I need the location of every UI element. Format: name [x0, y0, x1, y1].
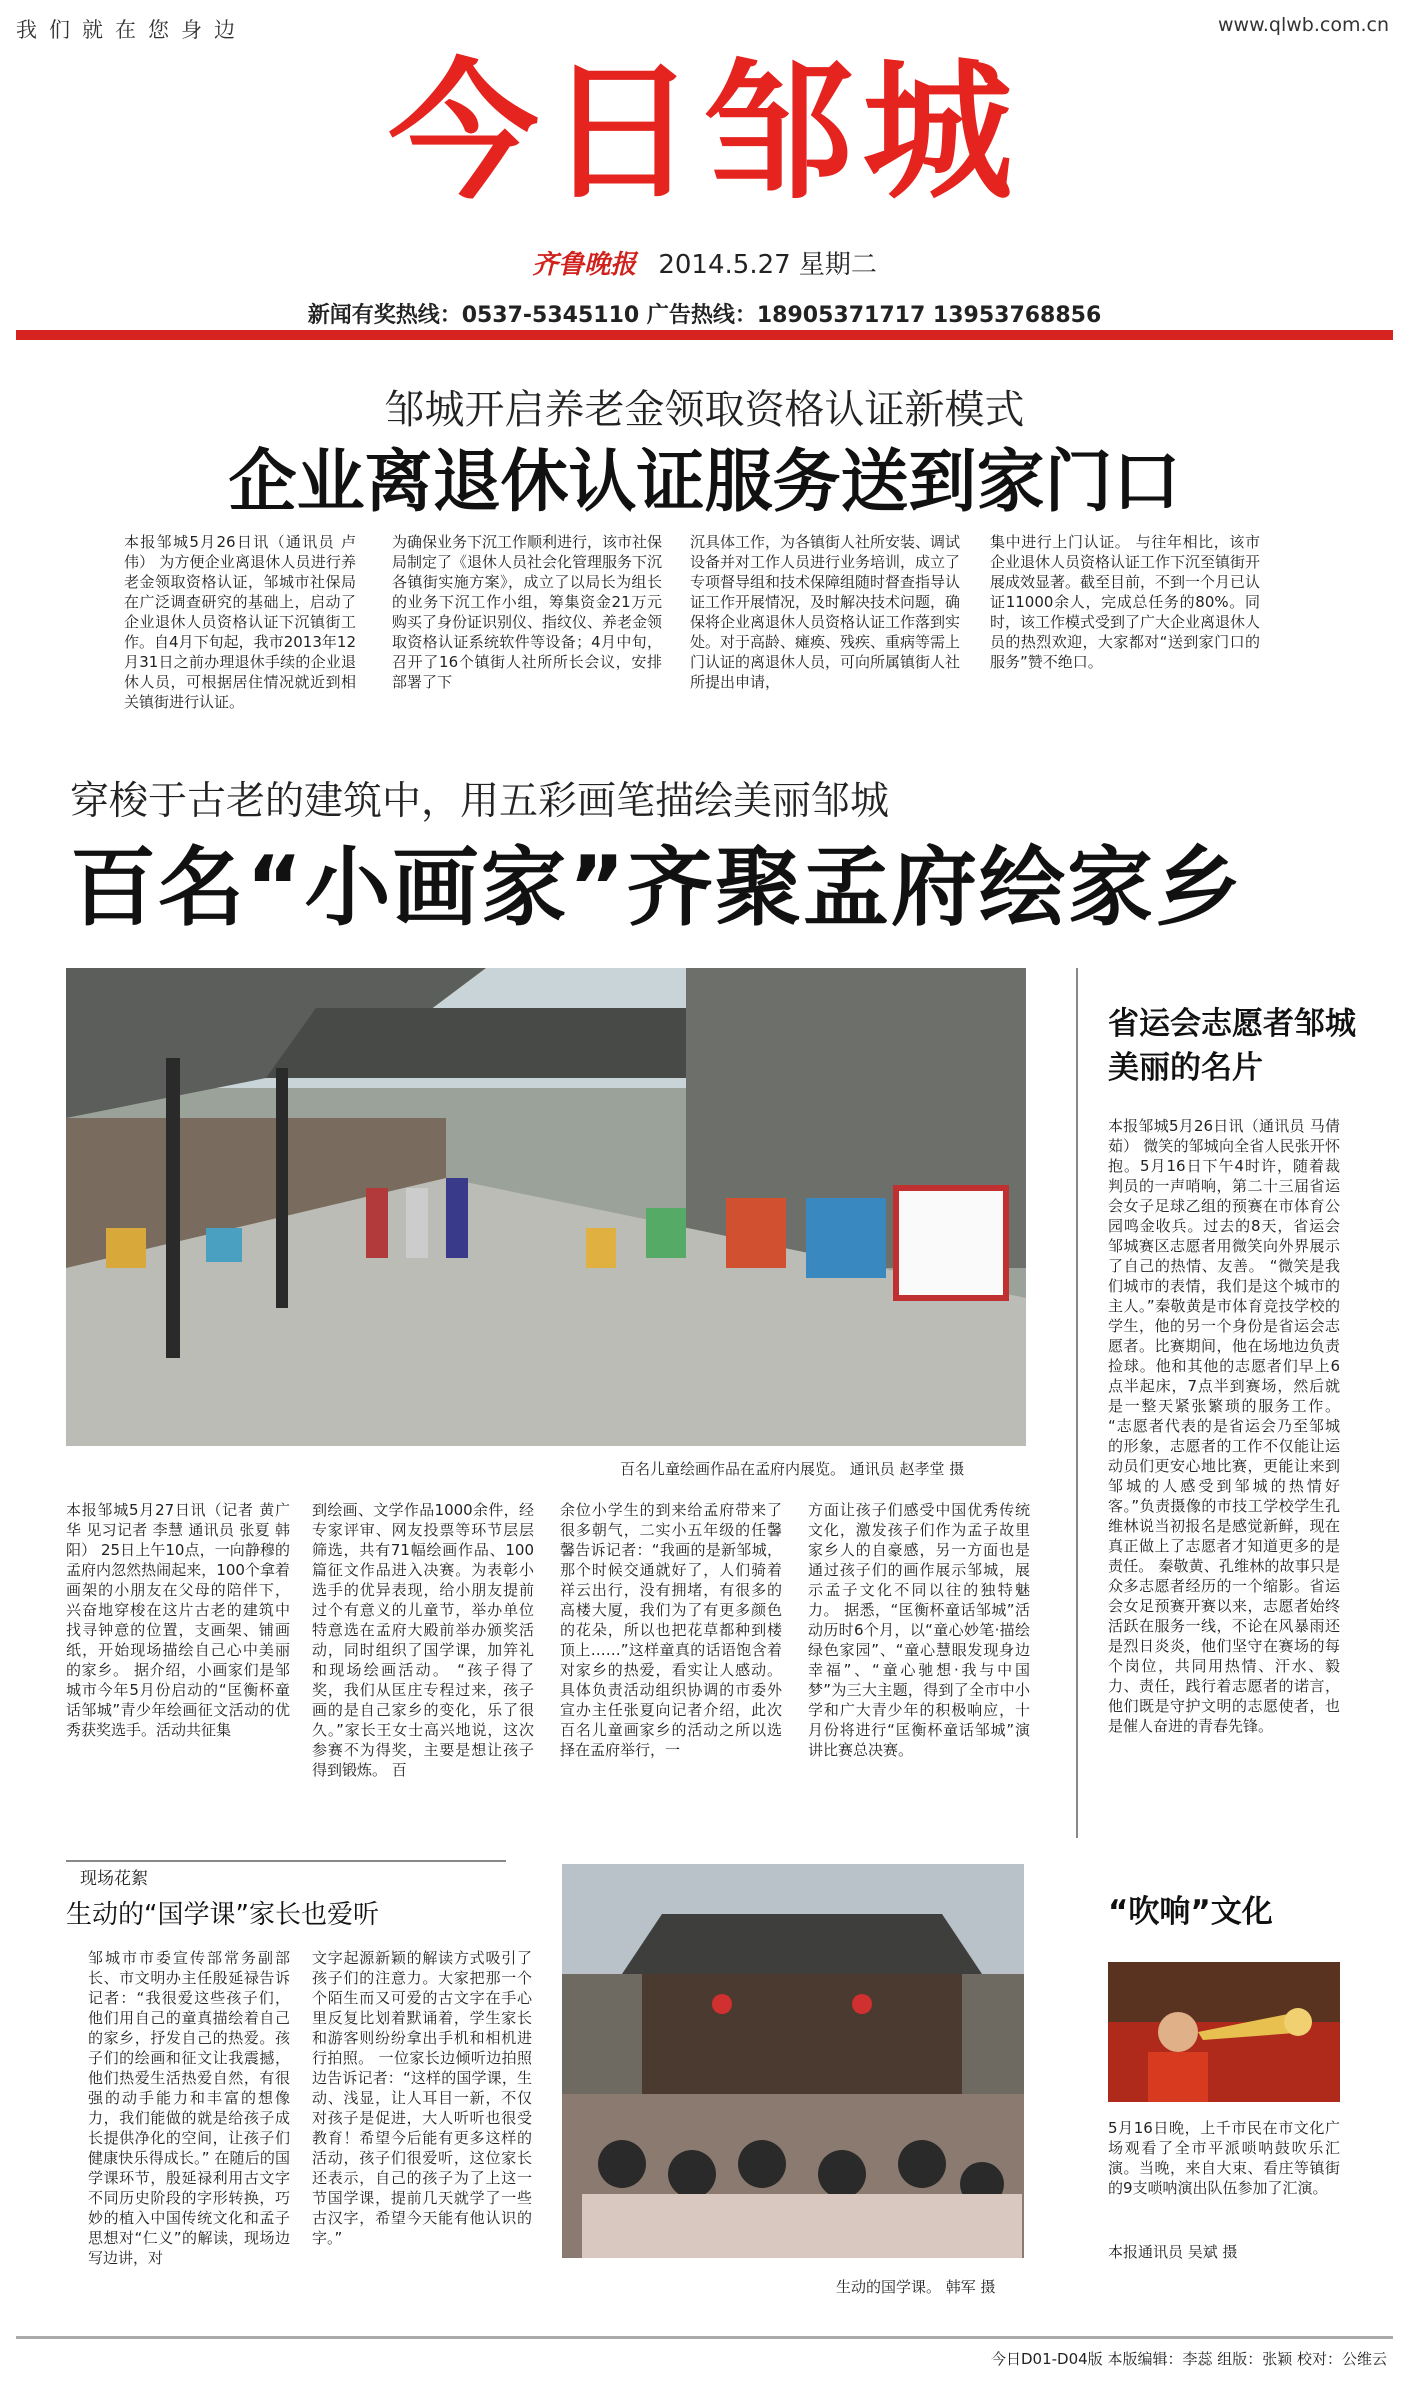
performer-photo-illustration [1108, 1962, 1340, 2102]
box-title: 生动的“国学课”家长也爱听 [66, 1900, 379, 1930]
box-photo-caption: 生动的国学课。 韩军 摄 [836, 2278, 996, 2296]
story1-column-1: 本报邹城5月26日讯（通讯员 卢伟） 为方便企业离退休人员进行养老金领取资格认证，邹城市社保局在广泛调查研究的基础上，启动了企业退休人员资格认证下沉镇街工作。自4月下旬起，我市2013年12月31日之前办理退休手续的企业退休人员，可根据居住情况就近到相关镇街进行认证。 [124, 533, 356, 711]
box-top-rule [66, 1860, 506, 1862]
story1-column-3: 沉具体工作，为各镇街人社所安装、调试设备并对工作人员进行业务培训，成立了专项督导组和技术保障组随时督查指导认证工作开展情况，及时解决技术问题，确保将企业离退休人员资格认证工作落到实处。对于高龄、瘫痪、残疾、重病等需上门认证的离退休人员，可向所属镇街人社所提出申请， [690, 533, 961, 691]
sidebar1-title: 省运会志愿者邹城美丽的名片 [1108, 1006, 1356, 1086]
story2-column-2: 到绘画、文学作品1000余件，经专家评审、网友投票等环节层层筛选，共有71幅绘画作品、100篇征文作品进入决赛。为表彰小选手的优异表现，给小朋友提前过个有意义的儿童节，举办单位特意选在孟府大殿前举办颁奖活动，同时组织了国学课，加笄礼和现场绘画活动。 “孩子得了奖，我们从匡庄专程过来，孩子画的是自己家乡的变化，乐了很久。”家长王女士高兴地说，这次参赛不为得奖，主要是想让孩子得到锻炼。 百 [312, 1501, 534, 1779]
footer-editors: 今日D01-D04版 本版编辑：李蕊 组版：张颖 校对：公维云 [991, 2350, 1387, 2368]
story2-column-1: 本报邹城5月27日讯（记者 黄广华 见习记者 李慧 通讯员 张夏 韩阳） 25日上午10点，一向静穆的孟府内忽然热闹起来，100个拿着画架的小朋友在父母的陪伴下，兴奋地穿梭在这片古老的建筑中找寻钟意的位置，支画架、铺画纸，开始现场描绘自己心中美丽的家乡。 据介绍，小画家们是邹城市今年5月份启动的“匡衡杯童话邹城”青少年绘画征文活动的优秀获奖选手。活动共征集 [66, 1501, 290, 1739]
dateline [0, 244, 1409, 281]
story2-photo-caption: 百名儿童绘画作品在孟府内展览。 通讯员 赵孝堂 摄 [620, 1460, 965, 1478]
box-photo-lecture [562, 1864, 1024, 2258]
header-red-rule [16, 330, 1393, 340]
brand-logo-text: 齐鲁晚报 [532, 250, 637, 280]
story2-column-4: 方面让孩子们感受中国优秀传统文化，激发孩子们作为孟子故里家乡人的自豪感，另一方面也是通过孩子们的画作展示邹城，展示孟子文化不同以往的独特魅力。 据悉，“匡衡杯童话邹城”活动历时6个月，以“童心妙笔·描绘绿色家园”、“童心慧眼发现身边幸福”、“童心驰想·我与中国梦”为三大主题，得到了全市中小学和广大青少年的积极响应，十月份将进行“匡衡杯童话邹城”演讲比赛总决赛。 [808, 1501, 1030, 1759]
story1-column-2: 为确保业务下沉工作顺利进行，该市社保局制定了《退休人员社会化管理服务下沉各镇街实施方案》，成立了以局长为组长的业务下沉工作小组，筹集资金21万元购买了身份证识别仪、指纹仪、养老金领取资格认证系统软件等设备；4月中旬，召开了16个镇街人社所所长会议，安排部署了下 [392, 533, 663, 691]
sidebar2-body: 5月16日晚，上千市民在市文化广场观看了全市平派唢呐鼓吹乐汇演。当晚，来自大束、看庄等镇街的9支唢呐演出队伍参加了汇演。 [1108, 2119, 1340, 2197]
lecture-photo-illustration [562, 1864, 1024, 2258]
issue-date: 2014.5.27 星期二 [658, 250, 877, 280]
story1-subtitle: 邹城开启养老金领取资格认证新模式 [384, 387, 1025, 433]
story1-headline: 企业离退休认证服务送到家门口 [228, 443, 1181, 522]
sidebar-divider [1076, 968, 1078, 1838]
exhibition-photo-illustration [66, 968, 1026, 1446]
story1-column-4: 集中进行上门认证。 与往年相比，该市企业退休人员资格认证工作下沉至镇街开展成效显著。截至目前，不到一个月已认证11000余人，完成总任务的80%。同时，该工作模式受到了广大企业离退休人员的热烈欢迎，大家都对“送到家门口的服务”赞不绝口。 [990, 533, 1261, 671]
story2-photo-mansion-exhibition [66, 968, 1026, 1446]
box-label: 现场花絮 [80, 1869, 148, 1889]
masthead-title: 今日邹城 [388, 44, 1021, 220]
sidebar2-photo-credit: 本报通讯员 吴斌 摄 [1108, 2243, 1238, 2261]
story2-subtitle: 穿梭于古老的建筑中，用五彩画笔描绘美丽邹城 [70, 779, 890, 824]
newspaper-slogan: 我们就在您身边 [16, 18, 247, 42]
sidebar2-photo-suona-performer [1108, 1962, 1340, 2102]
sidebar2-title: “吹响”文化 [1108, 1894, 1273, 1930]
box-column-1: 邹城市市委宣传部常务副部长、市文明办主任殷延禄告诉记者：“我很爱这些孩子们，他们用自己的童真描绘着自己的家乡，抒发自己的热爱。孩子们的绘画和征文让我震撼，他们热爱生活热爱自然，有很强的动手能力和丰富的想像力，我们能做的就是给孩子成长提供净化的空间，让孩子们健康快乐得成长。” 在随后的国学课环节，殷延禄利用古文字不同历史阶段的字形转换，巧妙的植入中国传统文化和孟子思想对“仁义”的解读，现场边写边讲，对 [88, 1949, 290, 2267]
story2-headline: 百名“小画家”齐聚孟府绘家乡 [70, 838, 1244, 938]
sidebar1-body: 本报邹城5月26日讯（通讯员 马倩茹） 微笑的邹城向全省人民张开怀抱。5月16日下午4时许，随着裁判员的一声哨响，第二十三届省运会女子足球乙组的预赛在市体育公园鸣金收兵。过去的8天，省运会邹城赛区志愿者用微笑向外界展示了自己的热情、友善。 “微笑是我们城市的表情，我们是这个城市的主人。”秦敬黄是市体育竞技学校的学生，他的另一个身份是省运会志愿者。比赛期间，他在场地边负责捡球。他和其他的志愿者们早上6点半起床，7点半到赛场，然后就是一整天紧张繁琐的服务工作。 “志愿者代表的是省运会乃至邹城的形象，志愿者的工作不仅能让运动员们更安心地比赛，更能让来到邹城的人感受到邹城的热情好客。”负责摄像的市技工学校学生孔维林说当初报名是感觉新鲜，现在真正做上了志愿者才知道更多的是责任。 秦敬黄、孔维林的故事只是众多志愿者经历的一个缩影。省运会女足预赛开赛以来，志愿者始终活跃在服务一线，不论在风暴雨还是烈日炎炎，他们坚守在赛场的每个岗位，共同用热情、汗水、毅力、责任，践行着志愿者的诺言，他们既是守护文明的志愿使者，也是催人奋进的青春先锋。 [1108, 1117, 1340, 1735]
box-column-2: 文字起源新颖的解读方式吸引了孩子们的注意力。大家把那一个个陌生而又可爱的古文字在手心里反复比划着默诵着，学生家长和游客则纷纷拿出手机和相机进行拍照。 一位家长边倾听边拍照边告诉记者：“这样的国学课，生动、浅显，让人耳目一新，不仅对孩子是促进，大人听听也很受教育！希望今后能有更多这样的活动，孩子们很爱听，这位家长还表示，自己的孩子为了上这一节国学课，提前几天就学了一些古汉字，希望今天能有他认识的字。” [312, 1949, 532, 2247]
website-url[interactable]: www.qlwb.com.cn [1218, 14, 1389, 36]
footer-rule [16, 2336, 1393, 2339]
story2-column-3: 余位小学生的到来给孟府带来了很多朝气，二实小五年级的任馨馨告诉记者：“我画的是新邹城，那个时候交通就好了，人们骑着祥云出行，没有拥堵，有很多的高楼大厦，我们为了有更多颜色的花朵，所以也把花草都种到楼顶上……”这样童真的话语饱含着对家乡的热爱，看实让人感动。 具体负责活动组织协调的市委外宣办主任张夏向记者介绍，此次百名儿童画家乡的活动之所以选择在孟府举行，一 [560, 1501, 782, 1759]
hotline-bar: 新闻有奖热线：0537-5345110 广告热线：18905371717 13953768856 [307, 303, 1102, 328]
